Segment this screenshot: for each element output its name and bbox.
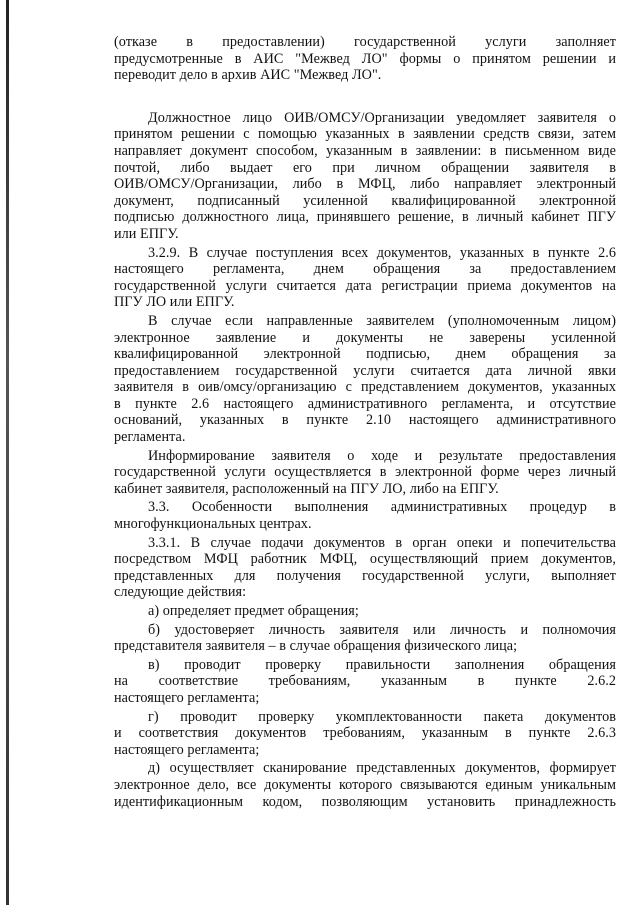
paragraph xyxy=(114,760,616,810)
text-line: документ, подписанный усиленной квалифицированной электронной xyxy=(114,192,616,209)
text-line: регламента. xyxy=(114,429,186,446)
text-line: кабинет заявителя, расположенный на ПГУ ЛО, либо на ЕПГУ. xyxy=(114,480,499,497)
text-line: принятом решении с помощью указанных в заявлении средств связи, затем xyxy=(114,126,616,143)
text-line: квалифицированной электронной подписью, днем обращения за xyxy=(114,346,616,363)
text-line: следующие действия: xyxy=(114,584,247,601)
text-line: а) определяет предмет обращения; xyxy=(148,603,359,619)
paragraph xyxy=(114,499,616,532)
text-line: государственной услуги считается дата регистрации приема документов на xyxy=(114,277,616,294)
text-line: Должностное лицо ОИВ/ОМСУ/Организации уведомляет заявителя о xyxy=(148,109,616,126)
text-line: заявителя в оив/омсу/организацию с представлением документов, указанных xyxy=(114,379,616,396)
document-page xyxy=(114,34,616,810)
text-line: идентификационным кодом, позволяющим установить принадлежность xyxy=(114,793,616,810)
text-line: или ЕПГУ. xyxy=(114,225,179,242)
text-line: и соответствия документов требованиям, указанным в пункте 2.6.3 xyxy=(114,725,616,742)
paragraph xyxy=(114,448,616,498)
paragraph xyxy=(114,657,616,707)
text-line: В случае если направленные заявителем (уполномоченным лицом) xyxy=(148,312,616,329)
text-line: в) проводит проверку правильности заполнения обращения xyxy=(148,656,616,673)
paragraph xyxy=(114,245,616,311)
text-line: представленных для получения государственной услуги, выполняет xyxy=(114,567,616,584)
text-line: направляет документ способом, указанным в заявлении: в письменном виде xyxy=(114,142,616,159)
text-line: электронное заявление и документы не заверены усиленной xyxy=(114,329,616,346)
scan-left-edge xyxy=(6,0,9,905)
text-line: настоящего регламента; xyxy=(114,689,260,706)
paragraph-spacer xyxy=(114,84,616,110)
text-line: оснований, указанных в пункте 2.10 настоящего административного xyxy=(114,412,616,429)
paragraph xyxy=(114,110,616,243)
text-line: г) проводит проверку укомплектованности пакета документов xyxy=(148,708,616,725)
text-line: предоставлением государственной услуги считается дата личной явки xyxy=(114,362,616,379)
text-line: 3.3. Особенности выполнения административных процедур в xyxy=(148,499,616,516)
paragraph xyxy=(114,34,616,84)
text-line: (отказе в предоставлении) государственной услуги заполняет xyxy=(114,34,616,50)
text-line: ПГУ ЛО или ЕПГУ. xyxy=(114,294,235,311)
text-line: посредством МФЦ работник МФЦ, осуществляющий прием документов, xyxy=(114,551,616,568)
text-line: настоящего регламента; xyxy=(114,741,260,758)
text-line: 3.2.9. В случае поступления всех документов, указанных в пункте 2.6 xyxy=(148,244,616,261)
text-line: электронное дело, все документы которого связываются единым уникальным xyxy=(114,776,616,793)
text-line: многофункциональных центрах. xyxy=(114,516,312,533)
paragraph xyxy=(114,709,616,759)
paragraph xyxy=(114,535,616,601)
text-line: Информирование заявителя о ходе и результате предоставления xyxy=(148,447,616,464)
paragraph xyxy=(114,622,616,655)
text-line: почтой, либо выдает его при личном обращении заявителя в xyxy=(114,159,616,176)
text-line: 3.3.1. В случае подачи документов в орган опеки и попечительства xyxy=(148,534,616,551)
paragraph xyxy=(114,603,616,620)
text-line: настоящего регламента, днем обращения за предоставлением xyxy=(114,261,616,278)
text-line: предусмотренные в АИС "Межвед ЛО" формы о принятом решении и xyxy=(114,50,616,67)
text-line: на соответствие требованиям, указанным в пункте 2.6.2 xyxy=(114,673,616,690)
text-line: в пункте 2.6 настоящего административного регламента, и отсутствие xyxy=(114,395,616,412)
text-line: д) осуществляет сканирование представленных документов, формирует xyxy=(148,760,616,777)
text-line: подписью должностного лица, принявшего решение, в личный кабинет ПГУ xyxy=(114,209,616,226)
text-line: представителя заявителя – в случае обращения физического лица; xyxy=(114,638,518,655)
text-line: ОИВ/ОМСУ/Организации, либо в МФЦ, либо направляет электронный xyxy=(114,176,616,193)
text-line: переводит дело в архив АИС "Межвед ЛО". xyxy=(114,67,382,84)
paragraph xyxy=(114,313,616,446)
text-line: б) удостоверяет личность заявителя или личность и полномочия xyxy=(148,621,616,638)
text-line: государственной услуги осуществляется в электронной форме через личный xyxy=(114,464,616,481)
